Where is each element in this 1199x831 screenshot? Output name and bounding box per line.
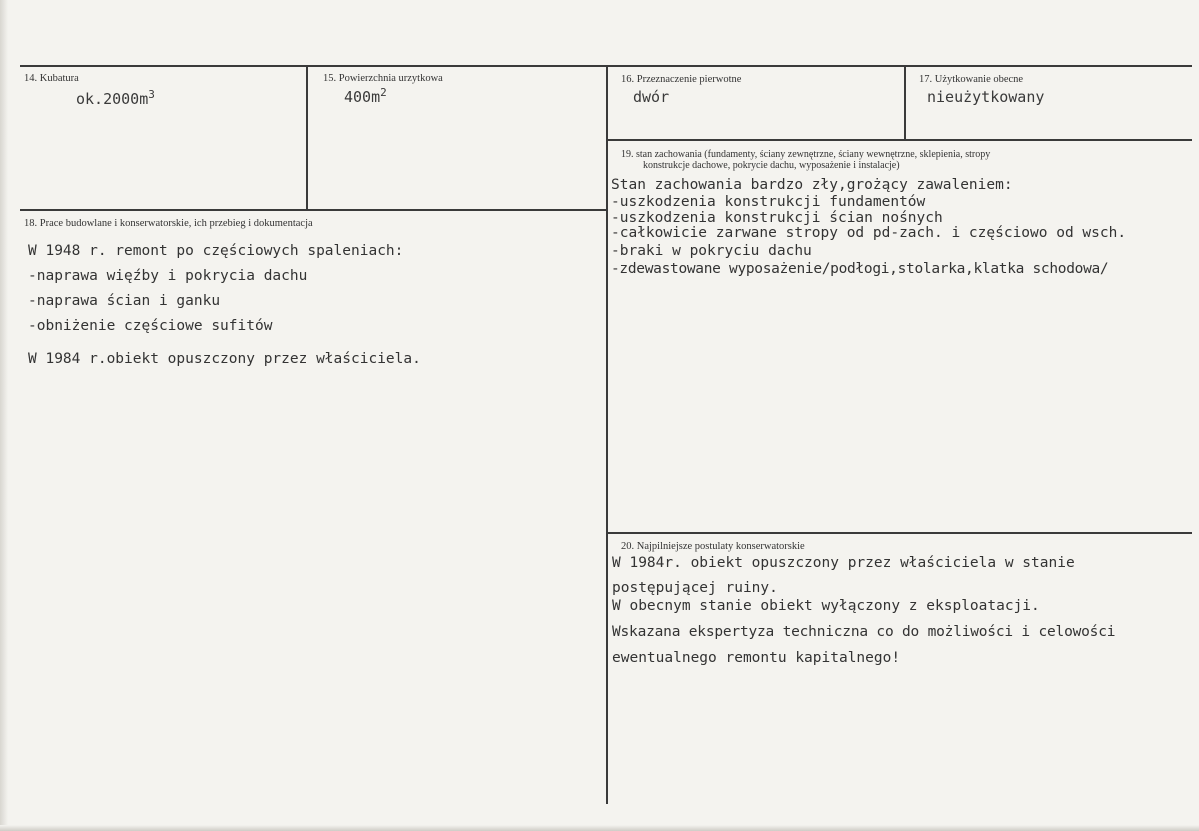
field-18-line-1: W 1948 r. remont po częściowych spaleniach: xyxy=(28,243,404,259)
field-18-line-2: -naprawa więźby i pokrycia dachu xyxy=(28,268,308,284)
field-17-label: 17. Użytkowanie obecne xyxy=(919,74,1024,85)
field-20-line-1: W 1984r. obiekt opuszczony przez właściciela w stanie xyxy=(612,555,1075,571)
rule-below-14-15 xyxy=(20,209,607,211)
field-19-line-5: -braki w pokryciu dachu xyxy=(611,243,812,259)
field-19-line-2: -uszkodzenia konstrukcji fundamentów xyxy=(611,194,926,210)
field-15-value-main: 400m xyxy=(344,88,381,106)
field-15-value-sup: 2 xyxy=(380,86,387,99)
field-16-label: 16. Przeznaczenie pierwotne xyxy=(621,74,742,85)
field-19-line-1: Stan zachowania bardzo zły,grożący zawaleniem: xyxy=(611,177,1013,193)
field-17-value: nieużytkowany xyxy=(927,88,1045,106)
field-18-line-5: W 1984 r.obiekt opuszczony przez właściciela. xyxy=(28,351,421,367)
field-18-label: 18. Prace budowlane i konserwatorskie, ich przebieg i dokumentacja xyxy=(24,218,313,229)
field-15-label: 15. Powierzchnia urzytkowa xyxy=(323,73,443,84)
field-19-label-line-2: konstrukcje dachowe, pokrycie dachu, wyposażenie i instalacje) xyxy=(643,160,900,171)
field-14-value xyxy=(76,88,155,108)
field-20-line-2: postępującej ruiny. xyxy=(612,580,778,596)
field-18-line-4: -obniżenie częściowe sufitów xyxy=(28,318,273,334)
field-19-label-line-1: 19. stan zachowania (fundamenty, ściany zewnętrzne, ściany wewnętrzne, sklepienia, stropy xyxy=(621,149,991,160)
field-19-line-6: -zdewastowane wyposażenie/podłogi,stolarka,klatka schodowa/ xyxy=(611,261,1109,277)
field-14-label: 14. Kubatura xyxy=(24,73,79,84)
page-left-edge xyxy=(0,0,8,831)
field-18-line-3: -naprawa ścian i ganku xyxy=(28,293,221,309)
field-16-value: dwór xyxy=(633,88,670,106)
field-20-line-3: W obecnym stanie obiekt wyłączony z eksploatacji. xyxy=(612,598,1040,614)
field-14-value-main: ok.2000m xyxy=(76,90,149,108)
page-bottom-edge xyxy=(0,825,1199,831)
field-19-line-3: -uszkodzenia konstrukcji ścian nośnych xyxy=(611,210,943,226)
rule-below-16-17 xyxy=(607,139,1192,141)
divider-main-vertical xyxy=(606,66,608,804)
rule-above-20 xyxy=(607,532,1192,534)
field-20-label: 20. Najpilniejsze postulaty konserwatorskie xyxy=(621,541,805,552)
field-15-value xyxy=(344,86,387,106)
divider-14-15 xyxy=(306,66,308,210)
divider-16-17 xyxy=(904,66,906,140)
field-14-value-sup: 3 xyxy=(148,88,155,101)
field-19-line-4: -całkowicie zarwane stropy od pd-zach. i częściowo od wsch. xyxy=(611,225,1127,241)
field-20-line-4: Wskazana ekspertyza techniczna co do możliwości i celowości xyxy=(612,624,1116,640)
field-20-line-5: ewentualnego remontu kapitalnego! xyxy=(612,650,901,666)
